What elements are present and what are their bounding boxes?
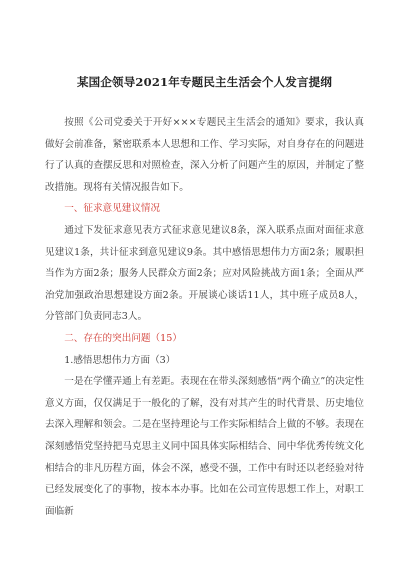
subsection-heading-thought: 1.感悟思想伟力方面（3）: [64, 354, 176, 366]
document-title: 某国企领导2021年专题民主生活会个人发言提纲: [76, 75, 333, 89]
intro-paragraph: 按照《公司党委关于开好×××专题民主生活会的通知》要求，我认真做好会前准备，紧密联系本人思想和工作、学习实际，对自身存在的问题进行了认真的查摆反思和对照检查，深入分析了问题产生的原因，并制定了整改措施。现将有关情况报告如下。: [45, 117, 364, 193]
section-heading-problems: 二、存在的突出问题（15）: [64, 332, 182, 344]
opinions-paragraph: 通过下发征求意见表方式征求意见建议8条，深入联系点面对面征求意见建议1条，共计征求到意见建议9条。其中感悟思想伟力方面2条；履职担当作为方面2条；服务人民群众方面2条；应对风险挑战方面1条；全面从严治党加强政治思想建设方面2条。开展谈心谈话11人，其中班子成员8人，分管部门负责同志3人。: [45, 224, 364, 323]
section-heading-opinions: 一、征求意见建议情况: [64, 203, 161, 215]
thought-paragraph: 一是在学懂弄通上有差距。表现在在带头深刻感悟“两个确立”的决定性意义方面，仅仅满足于一般化的了解，没有对其产生的时代背景、历史地位去深入理解和领会。二是在坚持理论与工作实际相结合上做的不够。表现在深刻感悟党坚持把马克思主义同中国具体实际相结合、同中华优秀传统文化相结合的非凡历程方面，体会不深，感受不强，工作中有时还以老经验对待已经发展变化了的事物，按本本办事。比如在公司宣传思想工作上，对职工面临新: [45, 376, 364, 517]
